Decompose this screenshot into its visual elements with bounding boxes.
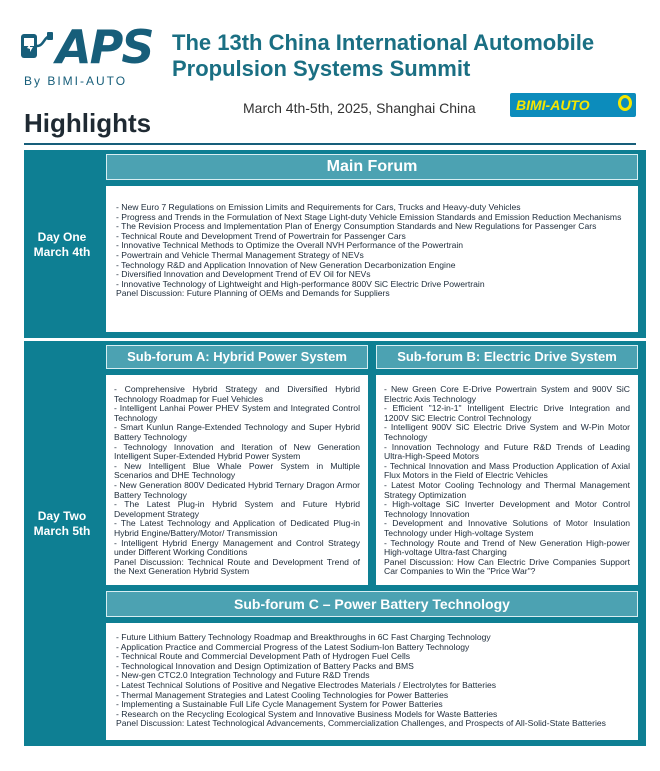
sub-forum-c-banner: Sub-forum C – Power Battery Technology — [106, 591, 638, 617]
list-item: - New Generation 800V Dedicated Hybrid Ternary Dragon Armor Battery Technology — [114, 479, 360, 500]
list-item: - Innovative Technology of Lightweight and High-performance 800V SiC Electric Drive Powertrain — [116, 278, 485, 289]
sub-forum-b-list — [384, 385, 630, 577]
summit-title-line2: Propulsion Systems Summit — [172, 56, 471, 81]
main-forum-banner: Main Forum — [106, 154, 638, 180]
day-one-label-line2: March 4th — [33, 245, 91, 259]
list-item: - Intelligent 900V SiC Electric Drive System and W-Pin Motor Technology — [384, 422, 630, 442]
sub-forum-a-banner: Sub-forum A: Hybrid Power System — [106, 345, 368, 369]
list-item: - Efficient "12-in-1" Intelligent Electric Drive Integration and 1200V SiC Electric Control Technology — [384, 403, 630, 423]
logo-by-line: By BIMI-AUTO — [24, 74, 128, 88]
list-item: - Powertrain and Vehicle Thermal Management Strategy of NEVs — [116, 249, 364, 260]
list-item: - Innovative Technical Methods to Optimize the Overall NVH Performance of the Powertrain — [116, 240, 464, 251]
list-item: - Development and Innovative Solutions of Motor Insulation Technology under High-voltage System — [384, 518, 630, 538]
sub-forum-c-panel — [106, 623, 638, 740]
list-item: Panel Discussion: Latest Technological Advancements, Commercialization Challenges, and Prospects of All-Solid-State Batteries — [116, 718, 606, 729]
summit-title-line1: The 13th China International Automobile — [172, 30, 595, 55]
list-item: - Thermal Management Strategies and Latest Cooling Technologies for Power Batteries — [116, 689, 449, 700]
list-item: - New Euro 7 Regulations on Emission Limits and Requirements for Cars, Trucks and Heavy-duty Vehicles — [116, 202, 521, 212]
list-item: - Technology Route and Trend of New Generation High-power High-voltage Ultra-fast Charging — [384, 537, 630, 558]
sub-forum-a-list — [114, 385, 360, 577]
title-divider — [24, 143, 636, 145]
page-title: Highlights — [24, 108, 152, 138]
date-location: March 4th-5th, 2025, Shanghai China — [243, 100, 476, 116]
list-item: - Latest Motor Cooling Technology and Thermal Management Strategy Optimization — [384, 479, 630, 500]
day-one-label — [24, 230, 100, 260]
list-item: - Latest Technical Solutions of Positive and Negative Electrodes Materials / Electrolytes for Batteries — [116, 679, 497, 690]
list-item: - The Latest Technology and Application of Dedicated Plug-in Hybrid Engine/Battery/Motor/ Transmission — [114, 518, 360, 538]
list-item: - Innovation Technology and Future R&D Trends of Leading Ultra-High-Speed Motors — [384, 441, 630, 462]
sub-forum-c-list — [116, 633, 628, 729]
list-item: - Diversified Innovation and Development Trend of EV Oil for NEVs — [116, 269, 371, 280]
list-item: - Technology R&D and Application Innovation of New Generation Decarbonization Engine — [116, 259, 456, 270]
list-item: Panel Discussion: How Can Electric Drive Companies Support Car Companies to Win the "Price War"? — [384, 556, 630, 577]
list-item: - New-gen CTC2.0 Integration Technology and Future R&D Trends — [116, 670, 370, 681]
list-item: - Technical Innovation and Mass Production Application of Axial Flux Motors in the Field of Electric Vehicles — [384, 460, 630, 481]
day-two-label-line1: Day Two — [37, 509, 87, 523]
sub-forum-a-panel — [106, 375, 368, 585]
list-item: Panel Discussion: Technical Route and Development Trend of the Next Generation Hybrid System — [114, 556, 360, 577]
list-item: Panel Discussion: Future Planning of OEMs and Demands for Suppliers — [116, 288, 390, 299]
list-item: - New Intelligent Blue Whale Power System in Multiple Scenarios and DHE Technology — [114, 460, 360, 481]
list-item: - The Latest Plug-in Hybrid System and Future Hybrid Development Strategy — [114, 499, 360, 519]
day-two-section — [24, 341, 646, 746]
logo-wordmark: APS — [56, 20, 153, 74]
bimi-auto-badge — [510, 93, 636, 117]
day-two-label — [24, 509, 100, 539]
list-item: - Technological Innovation and Design Optimization of Battery Packs and BMS — [116, 660, 414, 671]
list-item: - Application Practice and Commercial Progress of the Latest Sodium-Ion Battery Technology — [116, 641, 470, 652]
list-item: - Intelligent Lanhai Power PHEV System and Integrated Control Technology — [114, 403, 360, 423]
list-item: - Research on the Recycling Ecological System and Innovative Business Models for Waste Batteries — [116, 708, 498, 719]
list-item: - Implementing a Sustainable Full Life Cycle Management System for Power Batteries — [116, 699, 443, 710]
plug-icon — [18, 28, 54, 64]
list-item: - New Green Core E-Drive Powertrain System and 900V SiC Electric Axis Technology — [384, 384, 630, 404]
list-item: - Smart Kunlun Range-Extended Technology and Super Hybrid Battery Technology — [114, 422, 360, 442]
sub-forum-b-panel — [376, 375, 638, 585]
list-item: - High-voltage SiC Inverter Development and Motor Control Technology Innovation — [384, 499, 630, 519]
list-item: - Intelligent Hybrid Energy Management and Control Strategy under Different Working Conditions — [114, 537, 360, 558]
sub-forum-b-banner: Sub-forum B: Electric Drive System — [376, 345, 638, 369]
bimi-auto-badge-text: BIMI-AUTO — [516, 97, 590, 113]
list-item: - Technical Route and Commercial Development Path of Hydrogen Fuel Cells — [116, 651, 411, 662]
list-item: - The Revision Process and Implementation Plan of Energy Consumption Standards and New Regulations for Passenger Cars — [116, 221, 597, 232]
main-forum-list — [116, 203, 628, 299]
day-two-label-line2: March 5th — [33, 524, 91, 538]
list-item: - Technology Innovation and Iteration of New Generation Intelligent Super-Extended Hybrid Power System — [114, 441, 360, 462]
list-item: - Technical Route and Development Trend of Powertrain for Passenger Cars — [116, 230, 406, 241]
main-forum-panel — [106, 186, 638, 332]
day-one-label-line1: Day One — [37, 230, 87, 244]
header — [0, 0, 660, 140]
day-one-section — [24, 150, 646, 338]
aps-logo — [18, 20, 168, 88]
ring-icon — [618, 95, 632, 111]
list-item: - Comprehensive Hybrid Strategy and Diversified Hybrid Technology Roadmap for Fuel Vehicles — [114, 384, 360, 404]
list-item: - Future Lithium Battery Technology Roadmap and Breakthroughs in 6C Fast Charging Technology — [116, 632, 491, 642]
list-item: - Progress and Trends in the Formulation of Next Stage Light-duty Vehicle Emission Standards and Emission Reduction Mechanisms — [116, 211, 622, 222]
summit-title — [172, 30, 652, 82]
